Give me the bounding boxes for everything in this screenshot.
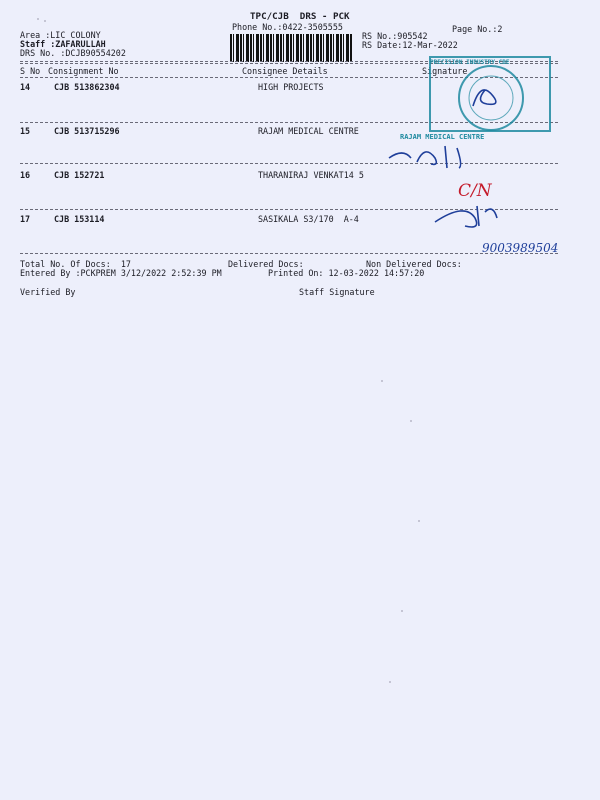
- delivered-docs: Delivered Docs:: [228, 259, 304, 269]
- row-16-consignment: CJB 152721: [54, 170, 105, 180]
- printed-on: Printed On: 12-03-2022 14:57:20: [268, 268, 425, 278]
- stamp-name: RAJAM MEDICAL CENTRE: [400, 133, 485, 141]
- scan-speck: [418, 520, 420, 522]
- scan-speck: [401, 610, 403, 612]
- row-14-consignee: HIGH PROJECTS: [258, 82, 324, 92]
- row-15-consignment: CJB 513715296: [54, 126, 120, 136]
- row-16-mark: C/N: [458, 181, 492, 201]
- column-consignee: Consignee Details: [242, 66, 328, 76]
- entered-by: Entered By :PCKPREM 3/12/2022 2:52:39 PM: [20, 268, 222, 278]
- row-16-sno: 16: [20, 170, 31, 180]
- row-15-consignee: RAJAM MEDICAL CENTRE: [258, 126, 359, 136]
- scan-speck: [44, 20, 46, 22]
- scan-speck: [389, 681, 391, 683]
- staff-label: Staff :ZAFARULLAH: [20, 39, 106, 49]
- stamp-text: PRECISION INDUSTRY CBE: [430, 59, 510, 66]
- staff-signature: Staff Signature: [299, 287, 375, 297]
- document-title: TPC/CJB DRS - PCK: [250, 11, 350, 22]
- scan-speck: [381, 380, 383, 382]
- scan-speck: [37, 18, 39, 20]
- row-17-consignee: SASIKALA S3/170 A-4: [258, 214, 359, 224]
- row-14-sno: 14: [20, 82, 31, 92]
- row-17-phone: 9003989504: [482, 241, 559, 255]
- verified-by: Verified By: [20, 287, 76, 297]
- total-docs: Total No. Of Docs: 17: [20, 259, 131, 269]
- row-15-sno: 15: [20, 126, 31, 136]
- column-sno: S No: [20, 66, 41, 76]
- row-17-sno: 17: [20, 214, 31, 224]
- scan-speck: [410, 420, 412, 422]
- drs-number: DRS No. :DCJB90554202: [20, 48, 126, 58]
- row-14-consignment: CJB 513862304: [54, 82, 120, 92]
- rs-date: RS Date:12-Mar-2022: [362, 40, 458, 50]
- table-separator-bottom: [20, 253, 558, 254]
- barcode: [230, 34, 352, 62]
- column-consignment: Consignment No: [48, 66, 119, 76]
- non-delivered-docs: Non Delivered Docs:: [366, 259, 462, 269]
- page-number: Page No.:2: [452, 24, 503, 34]
- rs-number: RS No.:905542: [362, 31, 428, 41]
- area-label: Area :LIC COLONY: [20, 30, 101, 40]
- row-17-consignment: CJB 153114: [54, 214, 105, 224]
- row-16-consignee: THARANIRAJ VENKAT14 5: [258, 170, 364, 180]
- column-signature: Signature: [422, 66, 468, 76]
- phone-number: Phone No.:0422-3505555: [232, 22, 343, 32]
